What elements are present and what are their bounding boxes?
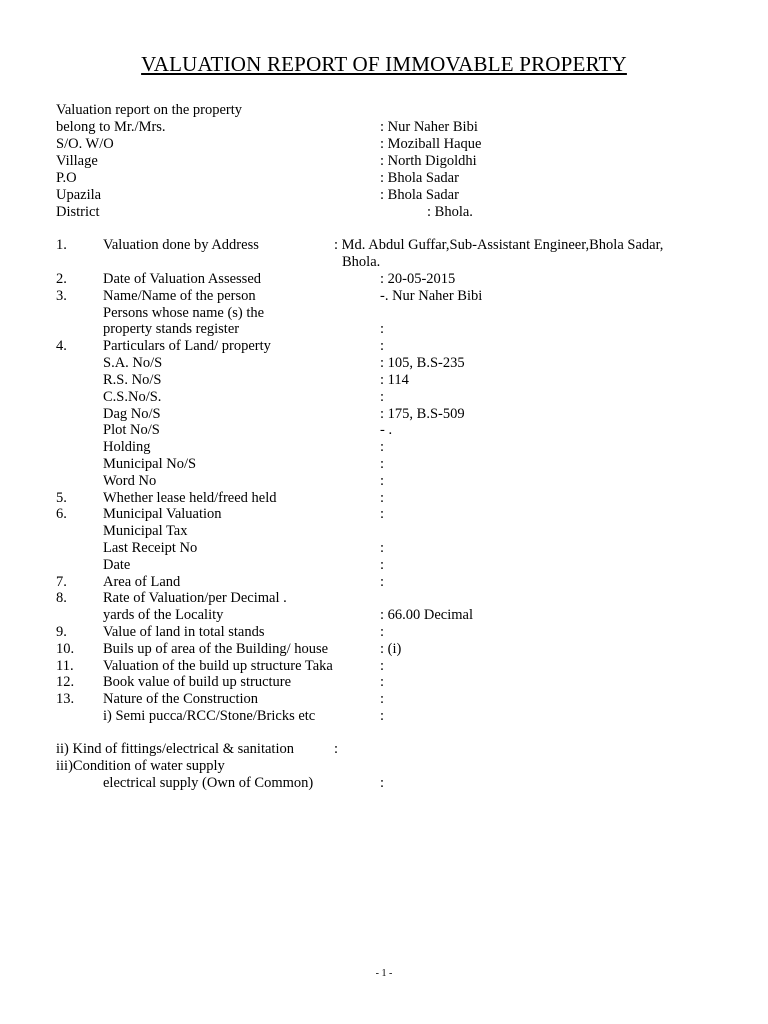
- item-label: Municipal Valuation: [103, 506, 222, 522]
- item-label: i) Semi pucca/RCC/Stone/Bricks etc: [103, 708, 316, 724]
- item-number: 13.: [56, 691, 75, 707]
- village-value: : North Digoldhi: [380, 153, 477, 169]
- item-label: Rate of Valuation/per Decimal .: [103, 590, 287, 606]
- item-value: :: [380, 473, 385, 489]
- item-value: :: [380, 456, 385, 472]
- item-number: 2.: [56, 271, 67, 287]
- item-number: 4.: [56, 338, 67, 354]
- item-value: : 105, B.S-235: [380, 355, 465, 371]
- item-label: Plot No/S: [103, 422, 160, 438]
- item-label: Whether lease held/freed held: [103, 490, 277, 506]
- item-number: 3.: [56, 288, 67, 304]
- page-title: VALUATION REPORT OF IMMOVABLE PROPERTY: [141, 52, 627, 76]
- item-label: Nature of the Construction: [103, 691, 259, 707]
- fittings-value: :: [334, 741, 339, 757]
- item-label: Book value of build up structure: [103, 674, 292, 690]
- item-value: :: [380, 439, 385, 455]
- item-value: :: [380, 338, 385, 354]
- district-value: : Bhola.: [427, 204, 473, 220]
- owner-value: : Nur Naher Bibi: [380, 119, 478, 135]
- item-value: :: [380, 691, 385, 707]
- item-value: :: [380, 490, 385, 506]
- item-label: Value of land in total stands: [103, 624, 265, 640]
- item-label: Dag No/S: [103, 406, 161, 422]
- item-value: :: [380, 506, 385, 522]
- item-label: Municipal Tax: [103, 523, 188, 539]
- item-value: : Md. Abdul Guffar,Sub-Assistant Engineer,Bhola Sadar,: [334, 237, 664, 253]
- item-number: 12.: [56, 674, 75, 690]
- item-label: property stands register: [103, 321, 240, 337]
- electric-supply-value: :: [380, 775, 385, 791]
- district-label: District: [56, 204, 100, 220]
- item-label: Particulars of Land/ property: [103, 338, 271, 354]
- item-label: Area of Land: [103, 574, 181, 590]
- item-value: : 66.00 Decimal: [380, 607, 474, 623]
- po-value: : Bhola Sadar: [380, 170, 459, 186]
- item-label: Name/Name of the person: [103, 288, 256, 304]
- item-label: Municipal No/S: [103, 456, 197, 472]
- item-value: :: [380, 624, 385, 640]
- item-value: :: [380, 708, 385, 724]
- item-value: :: [380, 674, 385, 690]
- item-label: Date of Valuation Assessed: [103, 271, 261, 287]
- item-value-continued: Bhola.: [342, 254, 381, 270]
- item-value: :: [380, 658, 385, 674]
- item-value: : (i): [380, 641, 402, 657]
- item-number: 6.: [56, 506, 67, 522]
- po-label: P.O: [56, 170, 77, 186]
- relation-label: S/O. W/O: [56, 136, 114, 152]
- item-value: : 114: [380, 372, 409, 388]
- item-number: 7.: [56, 574, 67, 590]
- fittings-label: ii) Kind of fittings/electrical & sanitation: [56, 741, 294, 757]
- item-label: R.S. No/S: [103, 372, 162, 388]
- item-value: -. Nur Naher Bibi: [380, 288, 483, 304]
- item-value: :: [380, 574, 385, 590]
- item-label: S.A. No/S: [103, 355, 163, 371]
- item-value: :: [380, 389, 385, 405]
- item-number: 5.: [56, 490, 67, 506]
- relation-value: : Moziball Haque: [380, 136, 482, 152]
- item-number: 10.: [56, 641, 75, 657]
- upazila-value: : Bhola Sadar: [380, 187, 459, 203]
- intro-text: Valuation report on the property: [56, 102, 243, 118]
- village-label: Village: [56, 153, 98, 169]
- upazila-label: Upazila: [56, 187, 102, 203]
- item-label: Word No: [103, 473, 157, 489]
- item-label: Date: [103, 557, 131, 573]
- item-label: Holding: [103, 439, 151, 455]
- item-label: yards of the Locality: [103, 607, 224, 623]
- item-label: C.S.No/S.: [103, 389, 162, 405]
- water-supply-label: iii)Condition of water supply: [56, 758, 225, 774]
- item-number: 8.: [56, 590, 67, 606]
- item-label: Valuation of the build up structure Taka: [103, 658, 333, 674]
- item-number: 9.: [56, 624, 67, 640]
- electric-supply-label: electrical supply (Own of Common): [103, 775, 314, 791]
- owner-label: belong to Mr./Mrs.: [56, 119, 166, 135]
- item-value: : 175, B.S-509: [380, 406, 465, 422]
- item-value: :: [380, 557, 385, 573]
- item-value: : 20-05-2015: [380, 271, 456, 287]
- item-label: Persons whose name (s) the: [103, 305, 265, 321]
- item-value: :: [380, 540, 385, 556]
- item-label: Buils up of area of the Building/ house: [103, 641, 329, 657]
- item-label: Last Receipt No: [103, 540, 198, 556]
- item-value: - .: [380, 422, 393, 438]
- item-number: 1.: [56, 237, 67, 253]
- item-value: :: [380, 321, 385, 337]
- item-label: Valuation done by Address: [103, 237, 259, 253]
- item-number: 11.: [56, 658, 74, 674]
- page-number: - 1 -: [375, 968, 393, 979]
